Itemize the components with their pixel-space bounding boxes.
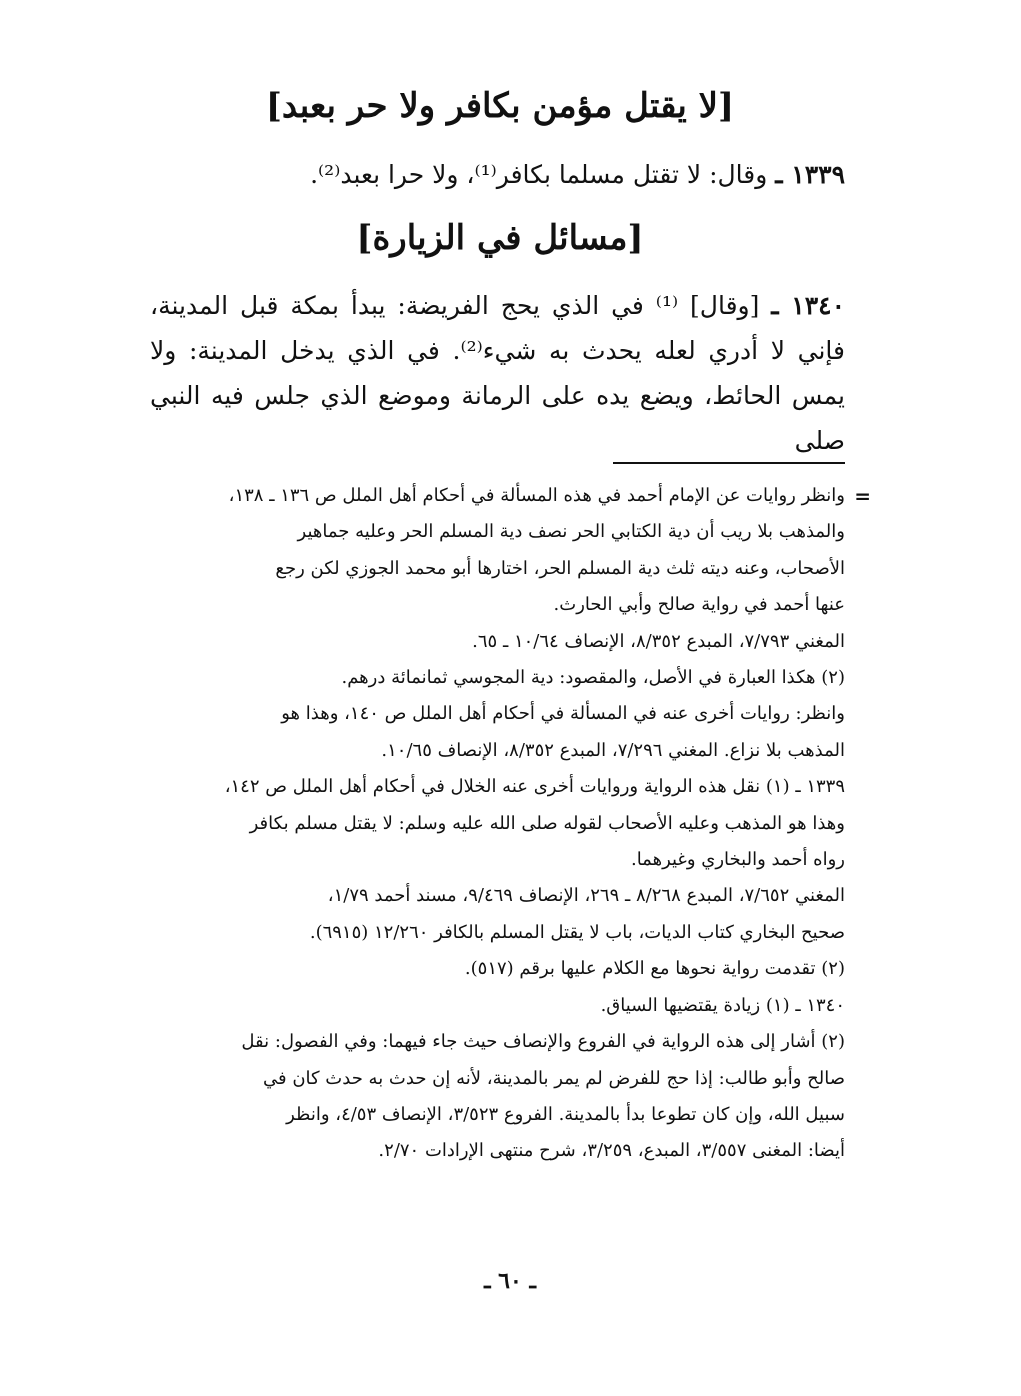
footnote-line: أيضا: المغنى ٣/٥٥٧، المبدع، ٣/٢٥٩، شرح منتهى الإرادات ٢/٧٠.	[378, 1140, 845, 1162]
footnotes-block	[145, 478, 845, 1170]
footnote-line: وانظر: روايات أخرى عنه في المسألة في أحكام أهل الملل ص ١٤٠، وهذا هو	[281, 703, 845, 725]
footnote-line: (٢) تقدمت رواية نحوها مع الكلام عليها برقم (٥١٧).	[464, 958, 845, 980]
footnote-separator	[613, 462, 845, 464]
footnote-line: وهذا هو المذهب وعليه الأصحاب لقوله صلى الله عليه وسلم: لا يقتل مسلم بكافر	[249, 812, 845, 834]
footnote-line: الأصحاب، وعنه ديته ثلث دية المسلم الحر، اختارها أبو محمد الجوزي لكن رجع	[275, 557, 845, 579]
footnote-line: والمذهب بلا ريب أن دية الكتابي الحر نصف دية المسلم الحر وعليه جماهير	[297, 521, 845, 543]
footnote-line: عنها أحمد في رواية صالح وأبي الحارث.	[553, 594, 845, 616]
footnote-line: سبيل الله، وإن كان تطوعا بدأ بالمدينة. الفروع ٣/٥٢٣، الإنصاف ٤/٥٣، وانظر	[286, 1103, 845, 1125]
continuation-mark: =	[854, 484, 871, 508]
footnote-line: وانظر روايات عن الإمام أحمد في هذه المسألة في أحكام أهل الملل ص ١٣٦ ـ ١٣٨،	[228, 485, 845, 506]
paragraph-text: [وقال] ⁽¹⁾ في الذي يحج الفريضة: يبدأ بمكة قبل المدينة، فإني لا أدري لعله يحدث به شيء⁽²⁾. في الذي يدخل المدينة: ولا يمس الحائط، ويضع يده على الرمانة وموضع الذي جلس فيه النبي صلى	[150, 291, 845, 455]
footnote-line: رواه أحمد والبخاري وغيرهما.	[630, 849, 845, 871]
footnote-line: صالح وأبو طالب: إذا حج للفرض لم يمر بالمدينة، لأنه إن حدث به حدث كان في	[262, 1067, 845, 1089]
paragraph-1340	[150, 283, 845, 463]
footnote-line: ١٣٣٩ ـ (١) نقل هذه الرواية وروايات أخرى عنه الخلال في أحكام أهل الملل ص ١٤٢،	[224, 776, 845, 798]
footnote-line: المغني ٧/٧٩٣، المبدع ٨/٣٥٢، الإنصاف ١٠/٦٤ ـ ٦٥.	[472, 630, 845, 652]
paragraph-1339	[150, 152, 845, 197]
footnote-line: المذهب بلا نزاع. المغني ٧/٢٩٦، المبدع ٨/٣٥٢، الإنصاف ١٠/٦٥.	[381, 739, 845, 761]
section-heading-visitation: [مسائل في الزيارة]	[356, 218, 644, 258]
footnote-line: ١٣٤٠ ـ (١) زيادة يقتضيها السياق.	[600, 994, 845, 1016]
paragraph-number: ١٣٣٩ ـ	[775, 160, 845, 189]
page-number: ـ ٦٠ ـ	[484, 1268, 536, 1294]
paragraph-text: وقال: لا تقتل مسلما بكافر⁽¹⁾، ولا حرا بعبد⁽²⁾.	[310, 160, 776, 189]
footnote-line: صحيح البخاري كتاب الديات، باب لا يقتل المسلم بالكافر ١٢/٢٦٠ (٦٩١٥).	[309, 921, 845, 943]
paragraph-number: ١٣٤٠ ـ	[771, 291, 845, 320]
footnote-line: (٢) هكذا العبارة في الأصل، والمقصود: دية المجوسي ثمانمائة درهم.	[341, 667, 845, 689]
section-heading-no-killing: [لا يقتل مؤمن بكافر ولا حر بعبد]	[265, 86, 735, 126]
footnote-line: المغني ٧/٦٥٢، المبدع ٨/٢٦٨ ـ ٢٦٩، الإنصاف ٩/٤٦٩، مسند أحمد ١/٧٩،	[327, 885, 845, 907]
footnote-line: (٢) أشار إلى هذه الرواية في الفروع والإنصاف حيث جاء فيهما: وفي الفصول: نقل	[241, 1031, 845, 1053]
